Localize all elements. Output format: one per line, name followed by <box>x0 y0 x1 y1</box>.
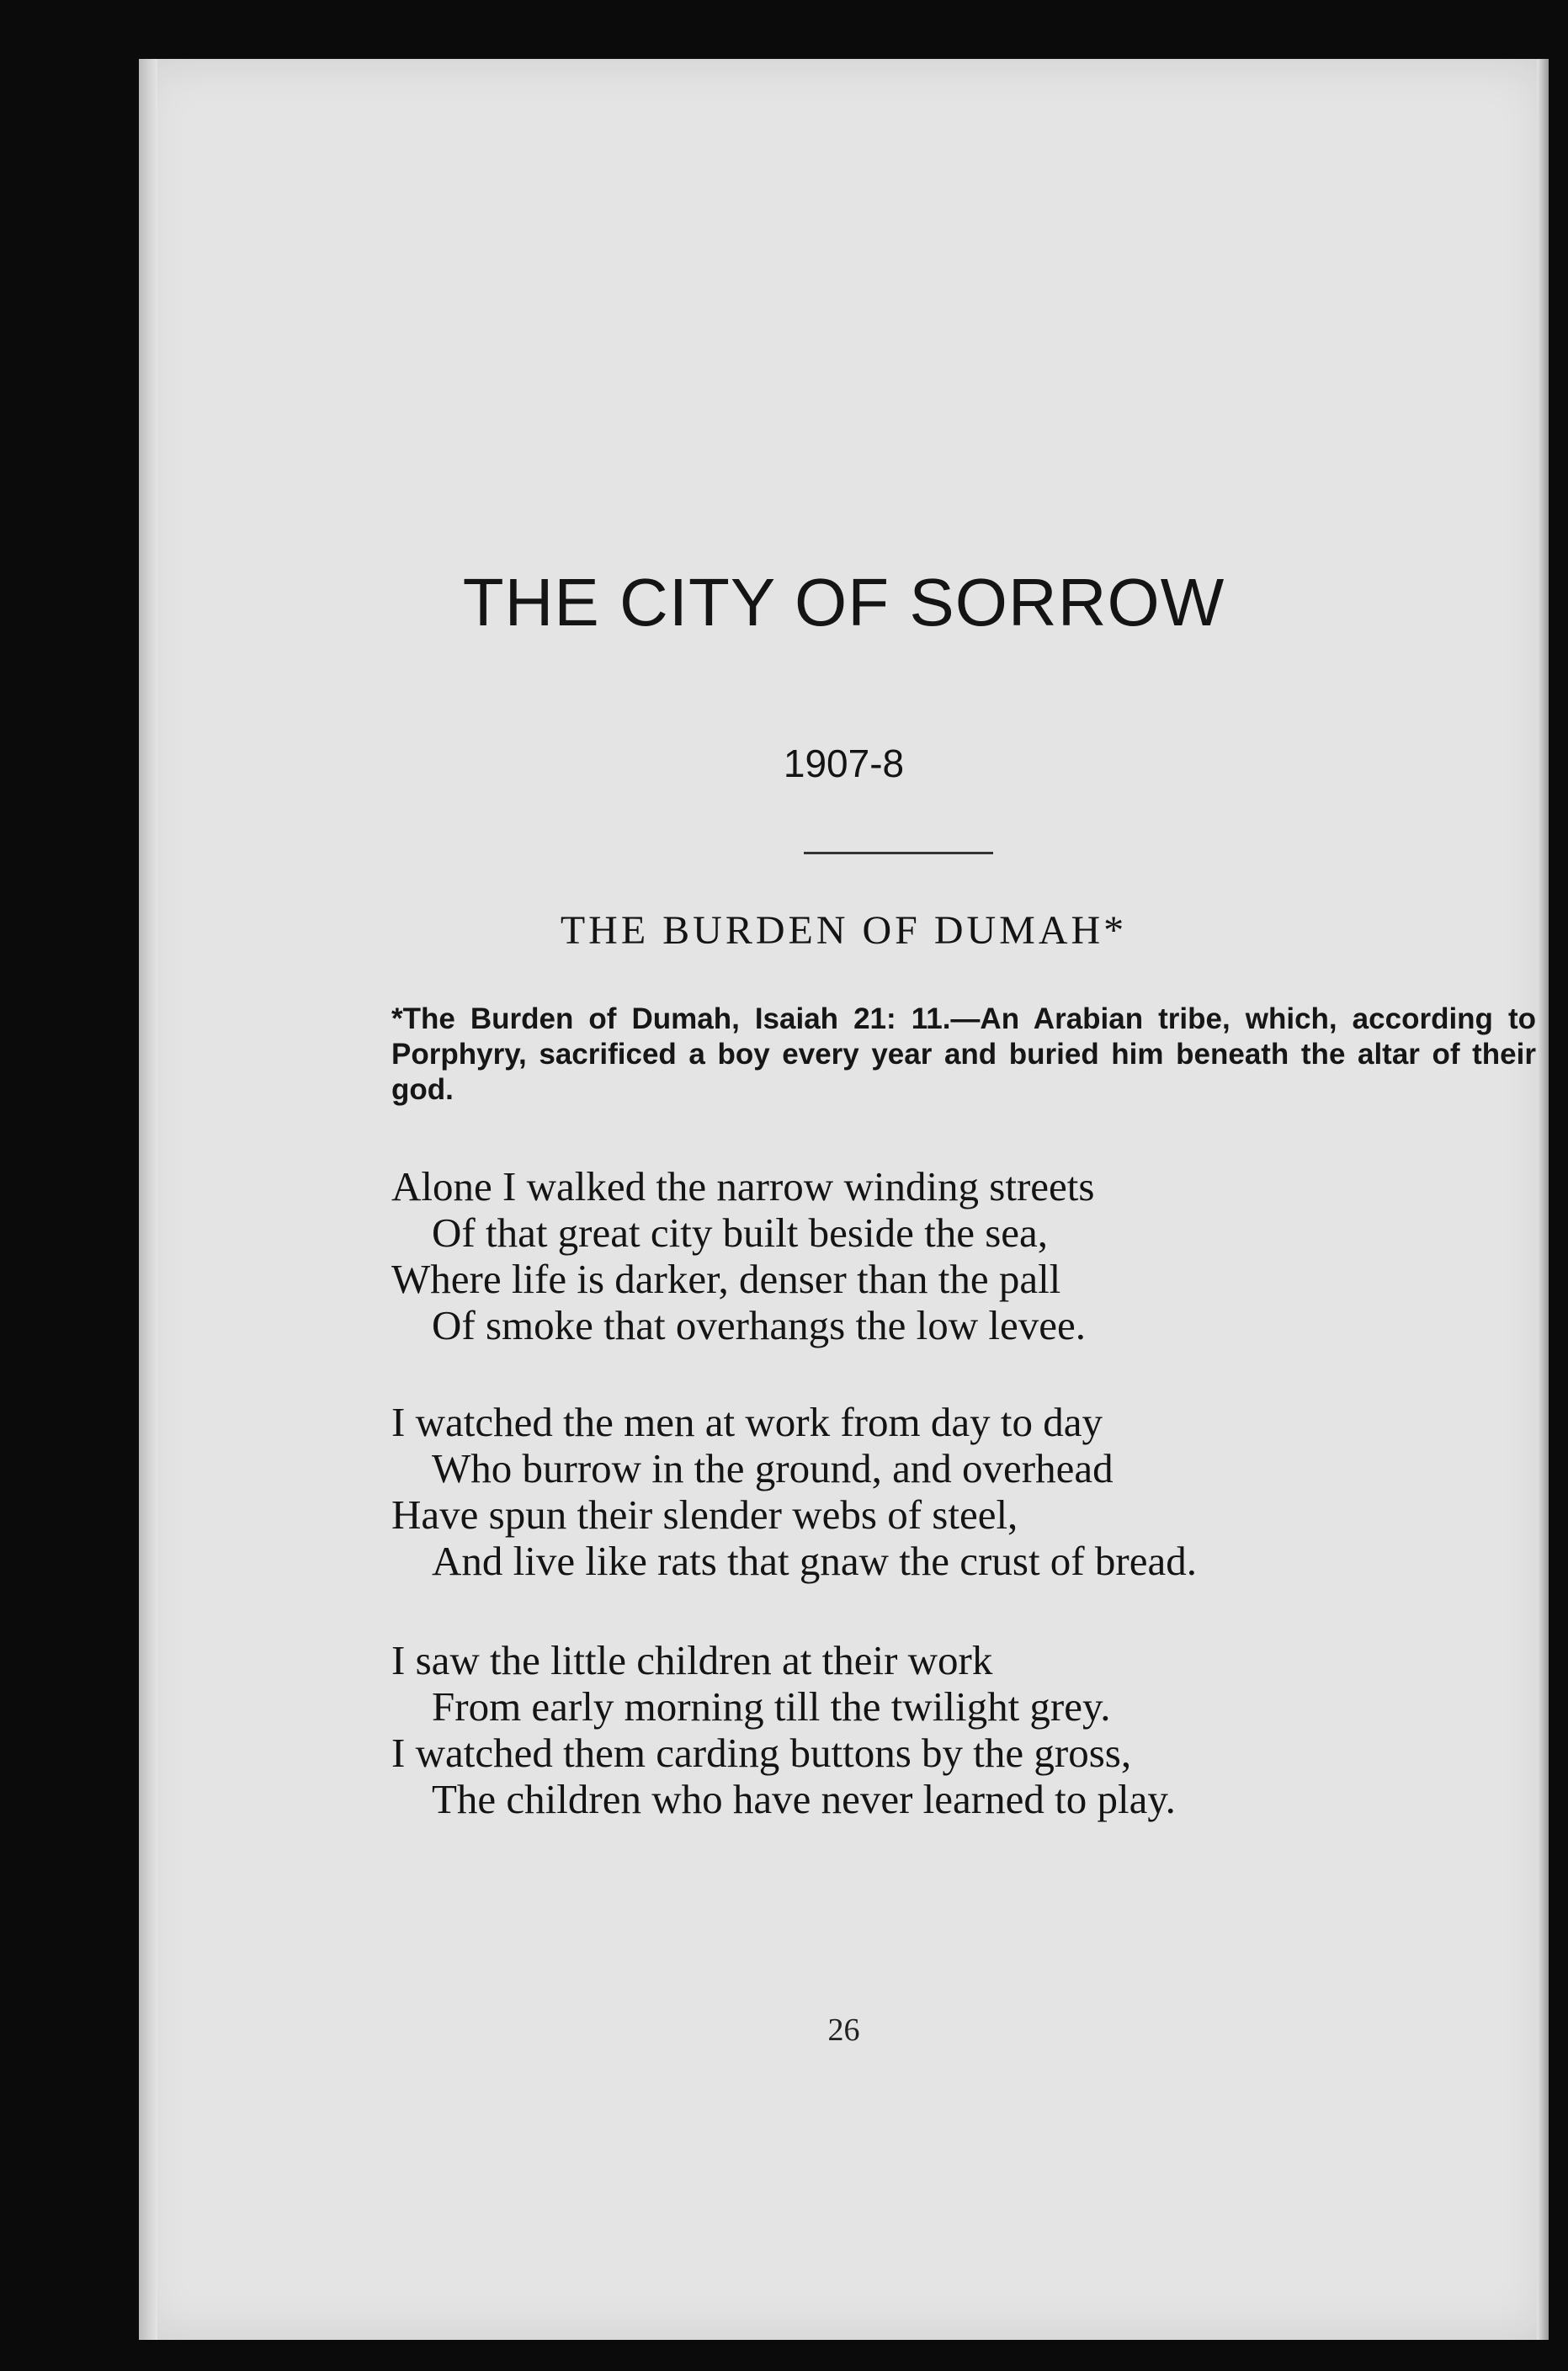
page-edge-left <box>139 59 157 2340</box>
poem-line: Of that great city built beside the sea, <box>432 1209 1049 1256</box>
poem-line: The children who have never learned to play. <box>432 1776 1176 1822</box>
stanza-3 <box>391 1637 1568 1822</box>
divider-rule <box>804 852 993 854</box>
poem-line: Have spun their slender webs of steel, <box>391 1491 1018 1538</box>
poem-line: Where life is darker, denser than the pall <box>391 1256 1061 1302</box>
book-page <box>139 59 1549 2340</box>
page-number: 26 <box>827 2012 860 2048</box>
poem-line: From early morning till the twilight grey. <box>432 1683 1111 1730</box>
section-years: 1907-8 <box>783 742 905 785</box>
section-title: THE CITY OF SORROW <box>462 565 1225 640</box>
poem-line: I watched them carding buttons by the gross, <box>391 1730 1132 1776</box>
footnote: *The Burden of Dumah, Isaiah 21: 11.—An Arabian tribe, which, according to Porphyry, sacrificed a boy every year and buried him beneath the altar of their god. <box>391 1002 1536 1106</box>
poem-line: I watched the men at work from day to day <box>391 1399 1103 1445</box>
stanza-2 <box>391 1399 1568 1584</box>
poem-line: I saw the little children at their work <box>391 1637 993 1683</box>
poem-title: THE BURDEN OF DUMAH* <box>560 908 1128 953</box>
poem-line: Of smoke that overhangs the low levee. <box>432 1302 1086 1348</box>
poem-line: And live like rats that gnaw the crust of bread. <box>432 1538 1197 1584</box>
poem-line: Who burrow in the ground, and overhead <box>432 1445 1114 1491</box>
stanza-1 <box>391 1163 1568 1348</box>
poem-line: Alone I walked the narrow winding streets <box>391 1163 1095 1209</box>
